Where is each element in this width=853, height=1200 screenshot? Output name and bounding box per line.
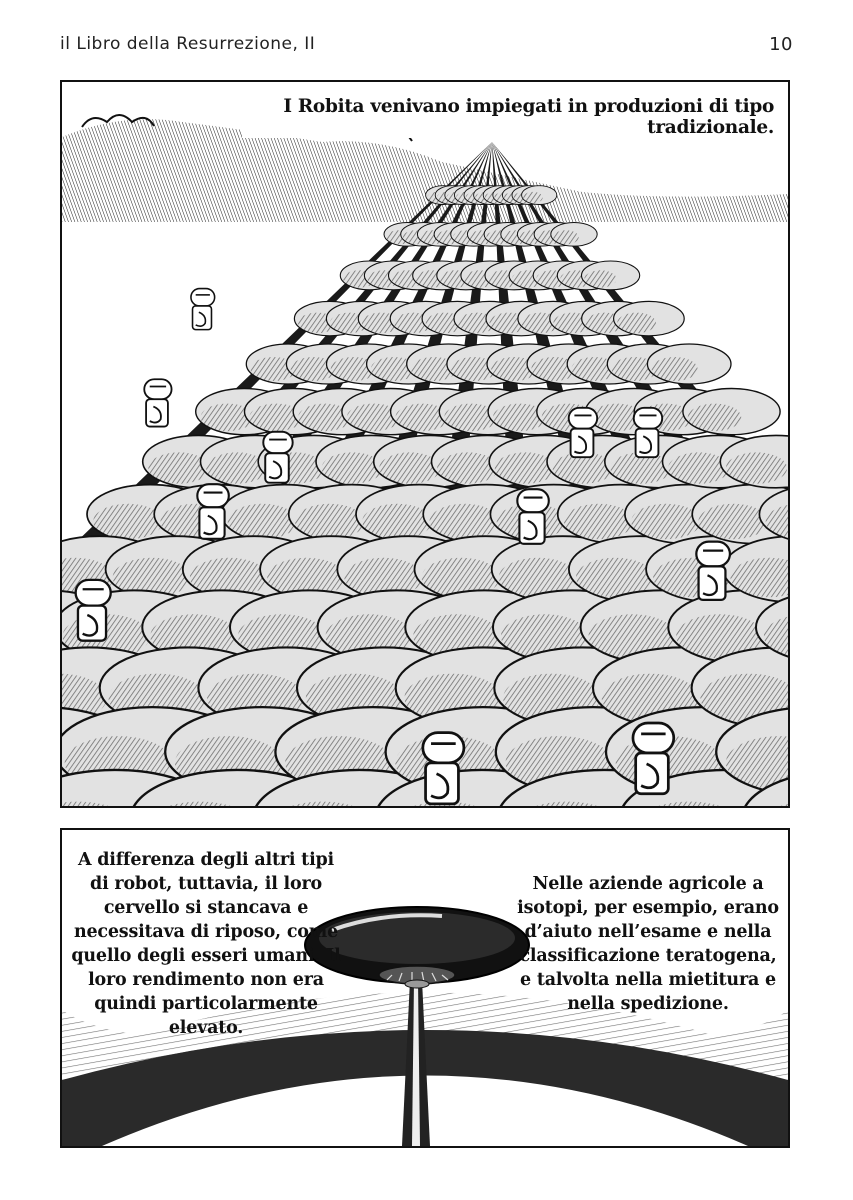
panel-2-caption-right: Nelle aziende agricole a isotopi, per esempio, erano d’aiuto nell’esame e nella classificazione teratogena, e talvolta nella mietitura e nella spedizione. <box>517 874 779 1014</box>
panel-2-caption-left: A differenza degli altri tipi di robot, tuttavia, il loro cervello si stancava e necessitava di riposo, come quello degli esseri umani. Il loro rendimento non era quindi particolarmente elevato. <box>71 850 341 1038</box>
book-title: il Libro della Resurrezione, II <box>60 34 316 54</box>
page-header <box>60 34 793 58</box>
crop-field-illustration <box>62 82 788 806</box>
comic-panel-dish <box>60 828 790 1148</box>
page-number: 10 <box>769 34 793 55</box>
panel-1-caption: I Robita venivano impiegati in produzioni di tipo tradizionale. <box>242 96 778 138</box>
comic-panel-field <box>60 80 790 808</box>
